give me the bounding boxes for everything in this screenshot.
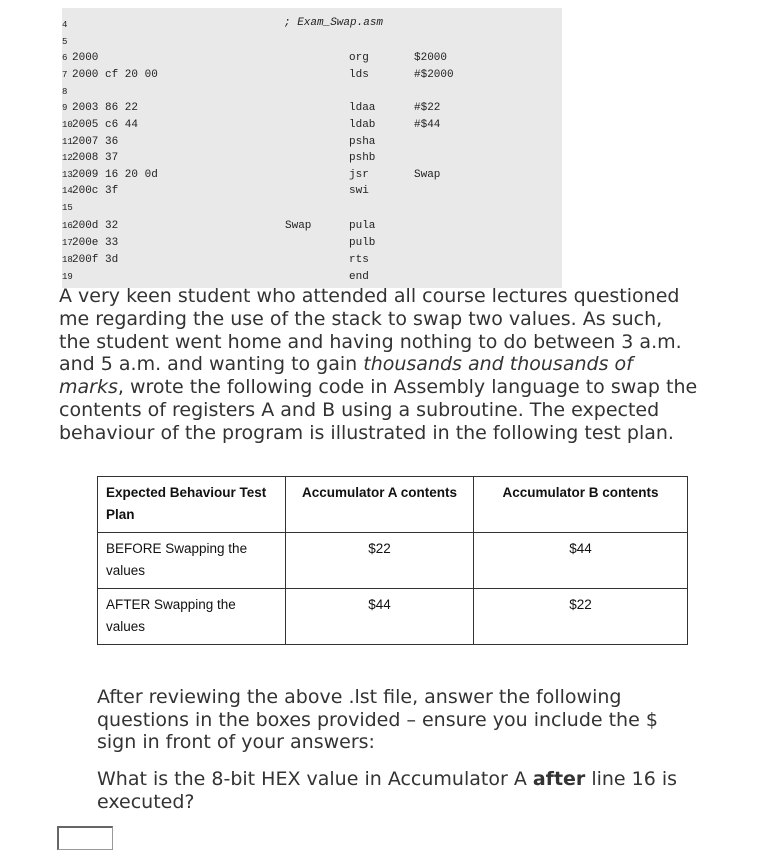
line-operand: $2000 bbox=[414, 52, 448, 64]
listing-line bbox=[62, 151, 562, 166]
listing-line bbox=[62, 18, 562, 33]
line-address: 2007 36 bbox=[72, 136, 119, 148]
listing-line bbox=[62, 253, 562, 268]
question-bold: after bbox=[532, 768, 586, 790]
line-mnemonic: swi bbox=[349, 185, 369, 197]
listing-line bbox=[62, 68, 562, 83]
table-header-row bbox=[98, 477, 688, 533]
line-label: Swap bbox=[285, 220, 312, 232]
cell-before-acc-a: $22 bbox=[286, 533, 474, 589]
intro-paragraph bbox=[59, 285, 699, 445]
line-mnemonic: end bbox=[349, 271, 369, 283]
line-address: 2003 86 22 bbox=[72, 102, 139, 114]
line-mnemonic: jsr bbox=[349, 169, 369, 181]
listing-line bbox=[62, 85, 562, 100]
listing-line bbox=[62, 35, 562, 50]
line-number: 12 bbox=[62, 153, 73, 163]
line-number: 7 bbox=[62, 70, 68, 80]
listing-title: ; Exam_Swap.asm bbox=[284, 17, 384, 29]
line-address: 200e 33 bbox=[72, 237, 119, 249]
line-mnemonic: ldab bbox=[349, 119, 376, 131]
intro-text-1: A very keen student who attended all course lectures questioned me regarding the use of the stack to swap two values. As such, the student went home and having nothing to do between 3 a.m. and 5 a.m. and wanting to gain bbox=[59, 285, 682, 376]
line-mnemonic: pula bbox=[349, 220, 376, 232]
line-address: 200c 3f bbox=[72, 185, 119, 197]
line-address: 200d 32 bbox=[72, 220, 119, 232]
listing-line bbox=[62, 201, 562, 216]
listing-line bbox=[62, 118, 562, 133]
cell-after-acc-a: $44 bbox=[286, 589, 474, 645]
line-address: 200f 3d bbox=[72, 254, 119, 266]
listing-line bbox=[62, 219, 562, 234]
line-address: 2000 cf 20 00 bbox=[72, 69, 158, 81]
line-operand: #$44 bbox=[414, 119, 441, 131]
cell-before-acc-b: $44 bbox=[474, 533, 688, 589]
line-mnemonic: pulb bbox=[349, 237, 376, 249]
line-number: 13 bbox=[62, 170, 73, 180]
line-mnemonic: rts bbox=[349, 254, 369, 266]
listing-line bbox=[62, 270, 562, 285]
answer-input[interactable] bbox=[57, 826, 113, 850]
line-number: 6 bbox=[62, 53, 68, 63]
listing-line bbox=[62, 184, 562, 199]
line-address: 2000 bbox=[72, 52, 99, 64]
listing-line bbox=[62, 168, 562, 183]
line-address: 2005 c6 44 bbox=[72, 119, 139, 131]
line-number: 18 bbox=[62, 255, 73, 265]
line-address: 2008 37 bbox=[72, 152, 119, 164]
header-test-plan: Expected Behaviour Test Plan bbox=[98, 477, 286, 533]
line-number: 4 bbox=[62, 20, 68, 30]
line-mnemonic: pshb bbox=[349, 152, 376, 164]
line-number: 14 bbox=[62, 186, 73, 196]
test-plan-table bbox=[97, 476, 688, 645]
line-number: 11 bbox=[62, 137, 73, 147]
listing-line bbox=[62, 101, 562, 116]
line-number: 9 bbox=[62, 103, 68, 113]
line-mnemonic: lds bbox=[349, 69, 369, 81]
line-address: 2009 16 20 0d bbox=[72, 169, 158, 181]
line-number: 5 bbox=[62, 37, 68, 47]
listing-line bbox=[62, 236, 562, 251]
listing-line bbox=[62, 135, 562, 150]
header-acc-b: Accumulator B contents bbox=[474, 477, 688, 533]
line-mnemonic: psha bbox=[349, 136, 376, 148]
cell-before-label: BEFORE Swapping the values bbox=[98, 533, 286, 589]
line-operand: #$2000 bbox=[414, 69, 454, 81]
cell-after-acc-b: $22 bbox=[474, 589, 688, 645]
line-operand: Swap bbox=[414, 169, 441, 181]
asm-listing bbox=[62, 8, 562, 288]
line-operand: #$22 bbox=[414, 102, 441, 114]
question-post: line 16 is executed? bbox=[97, 768, 678, 813]
question-text bbox=[97, 768, 697, 813]
line-number: 15 bbox=[62, 203, 73, 213]
line-mnemonic: org bbox=[349, 52, 369, 64]
listing-line bbox=[62, 51, 562, 66]
instructions-text: After reviewing the above .lst file, answer the following questions in the boxes provided – ensure you include the $ sign in front of your answers: bbox=[97, 686, 658, 753]
line-number: 19 bbox=[62, 272, 73, 282]
table-row-before bbox=[98, 533, 688, 589]
line-number: 16 bbox=[62, 221, 73, 231]
question-pre: What is the 8-bit HEX value in Accumulator A bbox=[97, 768, 533, 790]
table-row-after bbox=[98, 589, 688, 645]
cell-after-label: AFTER Swapping the values bbox=[98, 589, 286, 645]
line-mnemonic: ldaa bbox=[349, 102, 376, 114]
line-number: 8 bbox=[62, 87, 68, 97]
header-acc-a: Accumulator A contents bbox=[286, 477, 474, 533]
intro-emphasis: thousands and thousands of marks bbox=[59, 353, 633, 399]
intro-text-2: , wrote the following code in Assembly language to swap the contents of registers A and B using a subroutine. The expected behaviour of the program is illustrated in the following test plan. bbox=[59, 376, 698, 444]
line-number: 10 bbox=[62, 120, 73, 130]
line-number: 17 bbox=[62, 238, 73, 248]
